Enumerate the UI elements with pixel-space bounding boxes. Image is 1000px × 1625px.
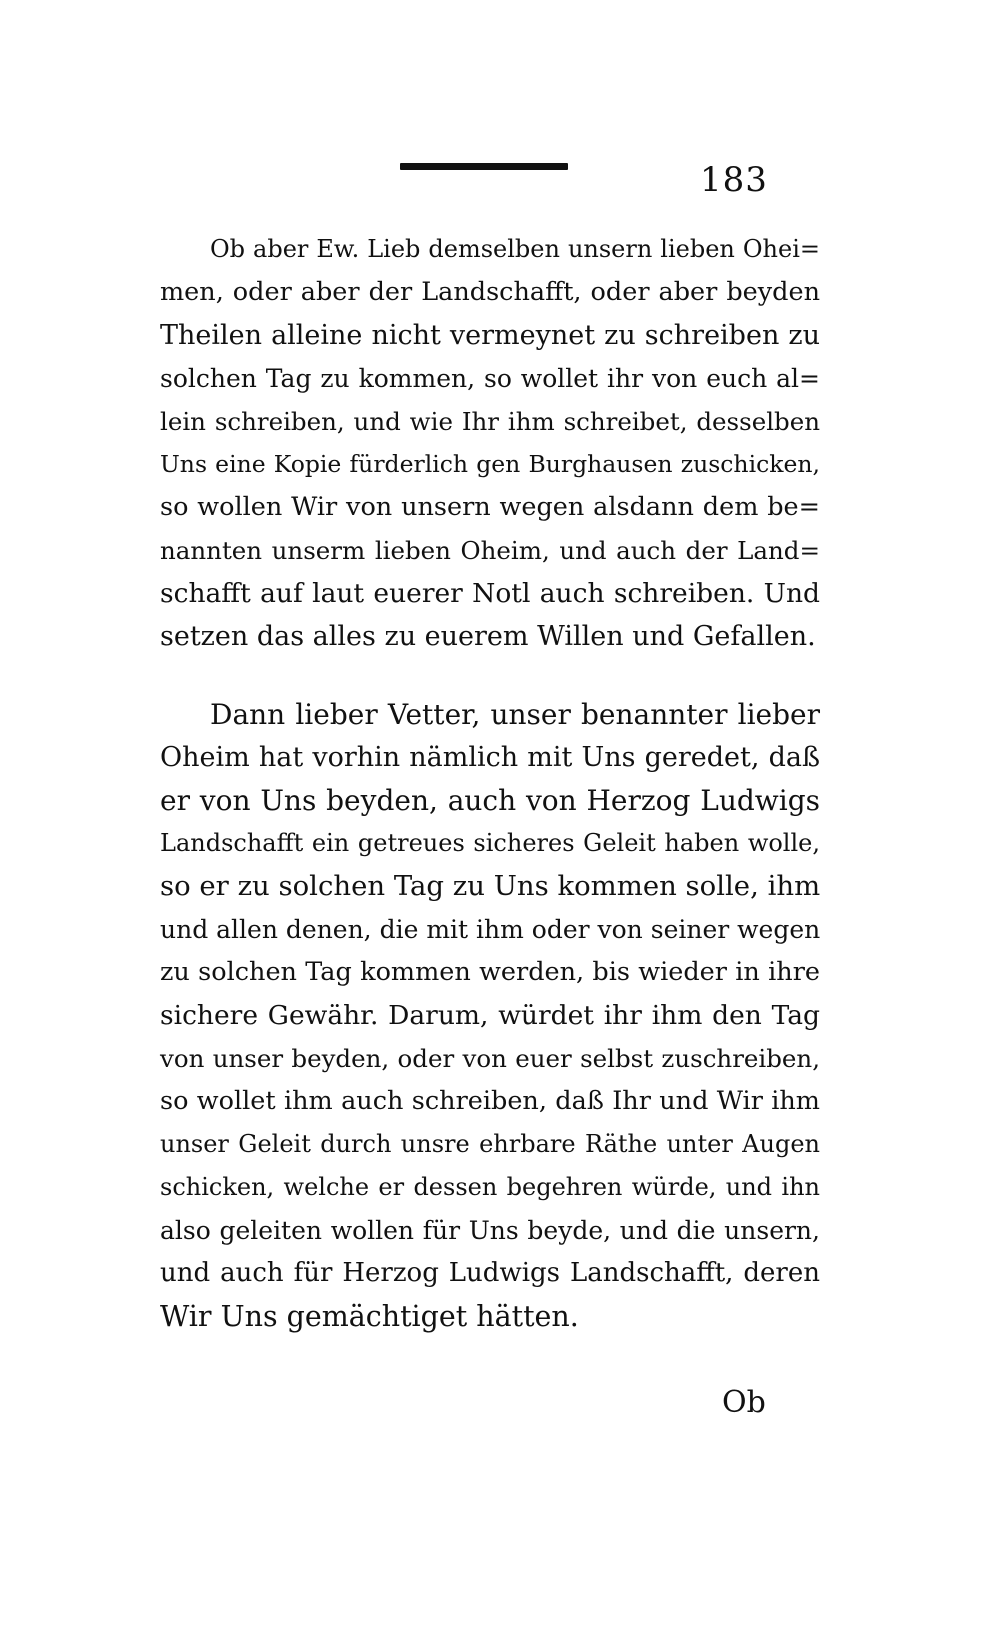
text-line: so wollen Wir von unsern wegen alsdann dem be= xyxy=(160,492,820,522)
text-line: Theilen alleine nicht vermeynet zu schreiben zu xyxy=(160,320,820,351)
paragraph-1 xyxy=(160,228,820,658)
text-line: men, oder aber der Landschafft, oder aber beyden xyxy=(160,277,820,307)
text-line: lein schreiben, und wie Ihr ihm schreibet, desselben xyxy=(160,407,820,436)
text-line: zu solchen Tag kommen werden, bis wieder in ihre xyxy=(160,957,820,987)
text-line: so wollet ihm auch schreiben, daß Ihr und Wir ihm xyxy=(160,1086,820,1116)
text-line: Oheim hat vorhin nämlich mit Uns geredet, daß xyxy=(160,742,820,773)
text-line: Wir Uns gemächtiget hätten. xyxy=(160,1300,579,1333)
text-line: und allen denen, die mit ihm oder von seiner wegen xyxy=(160,915,821,944)
text-line: schicken, welche er dessen begehren würde, und ihn xyxy=(160,1173,820,1201)
paragraph-2 xyxy=(160,693,820,1338)
text-line: er von Uns beyden, auch von Herzog Ludwigs xyxy=(160,784,820,817)
text-line: sichere Gewähr. Darum, würdet ihr ihm den Tag xyxy=(160,1000,820,1031)
text-line: Ob aber Ew. Lieb demselben unsern lieben Ohei= xyxy=(210,235,820,263)
text-line: solchen Tag zu kommen, so wollet ihr von euch al= xyxy=(160,364,820,393)
text-line: setzen das alles zu euerem Willen und Gefallen. xyxy=(160,621,816,652)
header-rule xyxy=(400,163,568,170)
text-line: von unser beyden, oder von euer selbst zuschreiben, xyxy=(160,1044,820,1073)
text-line: Uns eine Kopie fürderlich gen Burghausen zuschicken, xyxy=(160,450,820,478)
text-line: nannten unserm lieben Oheim, und auch der Land= xyxy=(160,536,820,565)
page-number: 183 xyxy=(700,160,768,200)
text-line: Dann lieber Vetter, unser benannter lieber xyxy=(210,698,820,731)
text-line: so er zu solchen Tag zu Uns kommen solle, ihm xyxy=(160,870,821,902)
text-line: und auch für Herzog Ludwigs Landschafft, deren xyxy=(160,1258,820,1288)
text-line: unser Geleit durch unsre ehrbare Räthe unter Augen xyxy=(160,1130,820,1158)
text-line: schafft auf laut euerer Notl auch schreiben. Und xyxy=(160,578,820,609)
text-line: also geleiten wollen für Uns beyde, und die unsern, xyxy=(160,1216,820,1245)
text-line: Landschafft ein getreues sicheres Geleit haben wolle, xyxy=(160,829,820,857)
catchword: Ob xyxy=(722,1385,766,1420)
